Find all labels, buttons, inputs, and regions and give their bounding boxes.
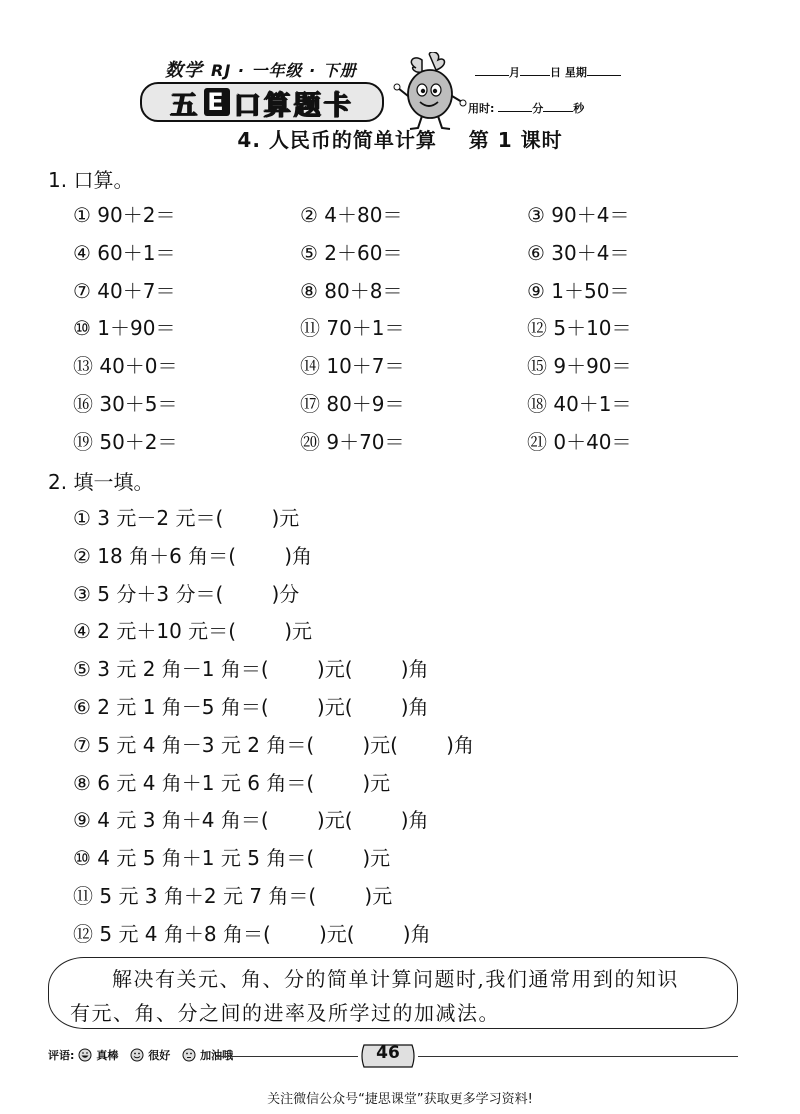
fill-in-item bbox=[73, 880, 392, 909]
fill-in-item bbox=[73, 540, 312, 569]
answer-blank-1[interactable]: ( bbox=[306, 732, 315, 757]
answer-unit-1: )元 bbox=[362, 770, 391, 795]
date-fill-line bbox=[475, 64, 621, 80]
mental-math-item: ㉑ 0＋40＝ bbox=[527, 429, 632, 454]
fill-in-item bbox=[73, 502, 299, 531]
rating-3: 加油哦 bbox=[200, 1049, 234, 1062]
fill-in-question: ⑪ 5 元 3 角＋2 元 7 角＝ bbox=[73, 884, 309, 908]
mental-math-item: ⑤ 2＋60＝ bbox=[300, 240, 403, 265]
time-label: 用时: bbox=[468, 102, 495, 115]
answer-blank-1[interactable]: ( bbox=[260, 657, 269, 682]
mental-math-item: ⑲ 50＋2＝ bbox=[73, 429, 178, 454]
fill-in-question: ⑥ 2 元 1 角－5 角＝ bbox=[73, 695, 261, 719]
answer-unit-1: )分 bbox=[271, 581, 300, 606]
banner-pre: 五 bbox=[170, 89, 201, 121]
tip-line-1: 解决有关元、角、分的简单计算问题时,我们通常用到的知识 bbox=[112, 967, 679, 991]
footer-rule-right bbox=[418, 1056, 738, 1057]
mental-math-item: ① 90＋2＝ bbox=[73, 203, 176, 227]
edition-label bbox=[165, 56, 357, 82]
cheer-face-icon bbox=[182, 1048, 196, 1062]
smile-face-icon bbox=[130, 1048, 144, 1062]
date-day: 日 bbox=[550, 66, 561, 79]
mental-math-item: ⑯ 30＋5＝ bbox=[73, 392, 178, 416]
time-min: 分 bbox=[532, 102, 544, 115]
mental-math-item: ⑫ 5＋10＝ bbox=[527, 316, 632, 341]
time-sec: 秒 bbox=[573, 102, 585, 115]
fill-in-item bbox=[73, 842, 390, 871]
fill-in-question: ⑫ 5 元 4 角＋8 角＝ bbox=[73, 921, 263, 946]
answer-blank-2[interactable]: ( bbox=[344, 808, 353, 833]
fill-in-question: ⑤ 3 元 2 角－1 角＝ bbox=[73, 657, 261, 682]
answer-unit-2: )角 bbox=[402, 921, 431, 946]
edition-text: RJ · 一年级 · 下册 bbox=[211, 61, 357, 80]
answer-blank-1[interactable]: ( bbox=[306, 846, 315, 871]
answer-unit-1: )元 bbox=[316, 657, 345, 682]
fill-in-item bbox=[73, 691, 429, 720]
answer-blank-1[interactable]: ( bbox=[260, 695, 269, 719]
subject-label: 数学 bbox=[165, 60, 203, 81]
answer-unit-1: )元 bbox=[362, 732, 391, 757]
answer-unit-2: )角 bbox=[400, 695, 429, 719]
mental-math-item: ⑬ 40＋0＝ bbox=[73, 354, 178, 379]
mental-math-item: ⑥ 30＋4＝ bbox=[527, 240, 630, 265]
mental-math-item: ⑮ 9＋90＝ bbox=[527, 354, 632, 379]
rating-label: 评语: bbox=[48, 1049, 75, 1062]
rating-1: 真棒 bbox=[96, 1049, 119, 1062]
answer-unit-1: )元 bbox=[318, 921, 347, 946]
rating-row bbox=[48, 1047, 233, 1063]
answer-unit-1: )元 bbox=[284, 619, 312, 644]
rating-2: 很好 bbox=[148, 1049, 171, 1062]
page-number: 46 bbox=[376, 1043, 400, 1063]
mental-math-item: ⑧ 80＋8＝ bbox=[300, 278, 403, 303]
answer-unit-1: )元 bbox=[364, 884, 393, 908]
fill-in-item bbox=[73, 578, 299, 607]
answer-unit-2: )角 bbox=[446, 732, 474, 757]
time-fill-line bbox=[468, 100, 584, 116]
fill-in-question: ③ 5 分＋3 分＝ bbox=[73, 581, 216, 606]
banner-e: E bbox=[204, 88, 229, 116]
tip-line-2: 有元、角、分之间的进率及所学过的加减法。 bbox=[70, 1001, 500, 1025]
answer-unit-1: )元 bbox=[271, 506, 300, 530]
fill-in-item bbox=[73, 918, 431, 947]
laughing-face-icon bbox=[78, 1048, 92, 1062]
footer-rule-left bbox=[215, 1056, 358, 1057]
fill-in-item bbox=[73, 804, 429, 833]
answer-blank-1[interactable]: ( bbox=[262, 921, 271, 946]
answer-blank-1[interactable]: ( bbox=[215, 506, 224, 530]
fill-in-question: ⑦ 5 元 4 角－3 元 2 角＝ bbox=[73, 732, 307, 757]
mental-math-item: ⑭ 10＋7＝ bbox=[300, 354, 405, 379]
fill-in-item bbox=[73, 729, 474, 758]
fill-in-question: ① 3 元－2 元＝ bbox=[73, 506, 216, 530]
fill-in-question: ② 18 角＋6 角＝ bbox=[73, 543, 229, 568]
mental-math-item: ② 4＋80＝ bbox=[300, 203, 403, 227]
answer-unit-2: )角 bbox=[400, 657, 429, 682]
answer-unit-1: )元 bbox=[362, 846, 391, 871]
answer-blank-1[interactable]: ( bbox=[228, 619, 236, 644]
title-banner bbox=[140, 82, 384, 122]
mental-math-item: ⑨ 1＋50＝ bbox=[527, 278, 630, 303]
date-week: 星期 bbox=[564, 66, 587, 79]
answer-unit-1: )元 bbox=[316, 808, 345, 833]
mental-math-item: ⑩ 1＋90＝ bbox=[73, 316, 176, 341]
mental-math-item: ⑦ 40＋7＝ bbox=[73, 278, 176, 303]
date-month: 月 bbox=[509, 66, 520, 79]
fill-in-question: ⑩ 4 元 5 角＋1 元 5 角＝ bbox=[73, 846, 307, 871]
answer-unit-2: )角 bbox=[400, 808, 429, 833]
answer-blank-1[interactable]: ( bbox=[306, 770, 315, 795]
mental-math-item: ④ 60＋1＝ bbox=[73, 240, 176, 265]
fill-in-item bbox=[73, 767, 390, 796]
answer-blank-2[interactable]: ( bbox=[344, 695, 353, 719]
page-title: 4. 人民币的简单计算 第 1 课时 bbox=[237, 128, 563, 152]
answer-blank-1[interactable]: ( bbox=[308, 884, 317, 908]
section1-heading: 1. 口算。 bbox=[48, 168, 134, 192]
answer-unit-1: )元 bbox=[316, 695, 345, 719]
fill-in-question: ⑨ 4 元 3 角＋4 角＝ bbox=[73, 808, 261, 833]
answer-blank-1[interactable]: ( bbox=[215, 581, 224, 606]
banner-post: 口算题卡 bbox=[233, 89, 354, 121]
mental-math-item: ③ 90＋4＝ bbox=[527, 203, 630, 227]
answer-blank-2[interactable]: ( bbox=[344, 657, 353, 682]
mascot-icon bbox=[392, 52, 468, 132]
mental-math-item: ⑳ 9＋70＝ bbox=[300, 429, 405, 454]
mental-math-item: ⑰ 80＋9＝ bbox=[300, 392, 405, 416]
answer-blank-2[interactable]: ( bbox=[390, 732, 398, 757]
tip-text bbox=[70, 962, 730, 1030]
answer-blank-2[interactable]: ( bbox=[346, 921, 355, 946]
answer-unit-1: )角 bbox=[284, 543, 312, 568]
answer-blank-1[interactable]: ( bbox=[228, 543, 236, 568]
footer-note: 关注微信公众号“捷思课堂”获取更多学习资料! bbox=[267, 1092, 533, 1107]
fill-in-item bbox=[73, 653, 429, 682]
answer-blank-1[interactable]: ( bbox=[260, 808, 269, 833]
fill-in-item bbox=[73, 615, 312, 644]
fill-in-question: ④ 2 元＋10 元＝ bbox=[73, 619, 229, 644]
fill-in-question: ⑧ 6 元 4 角＋1 元 6 角＝ bbox=[73, 770, 307, 795]
mental-math-item: ⑪ 70＋1＝ bbox=[300, 316, 405, 341]
mental-math-item: ⑱ 40＋1＝ bbox=[527, 392, 632, 416]
section2-heading: 2. 填一填。 bbox=[48, 470, 154, 494]
